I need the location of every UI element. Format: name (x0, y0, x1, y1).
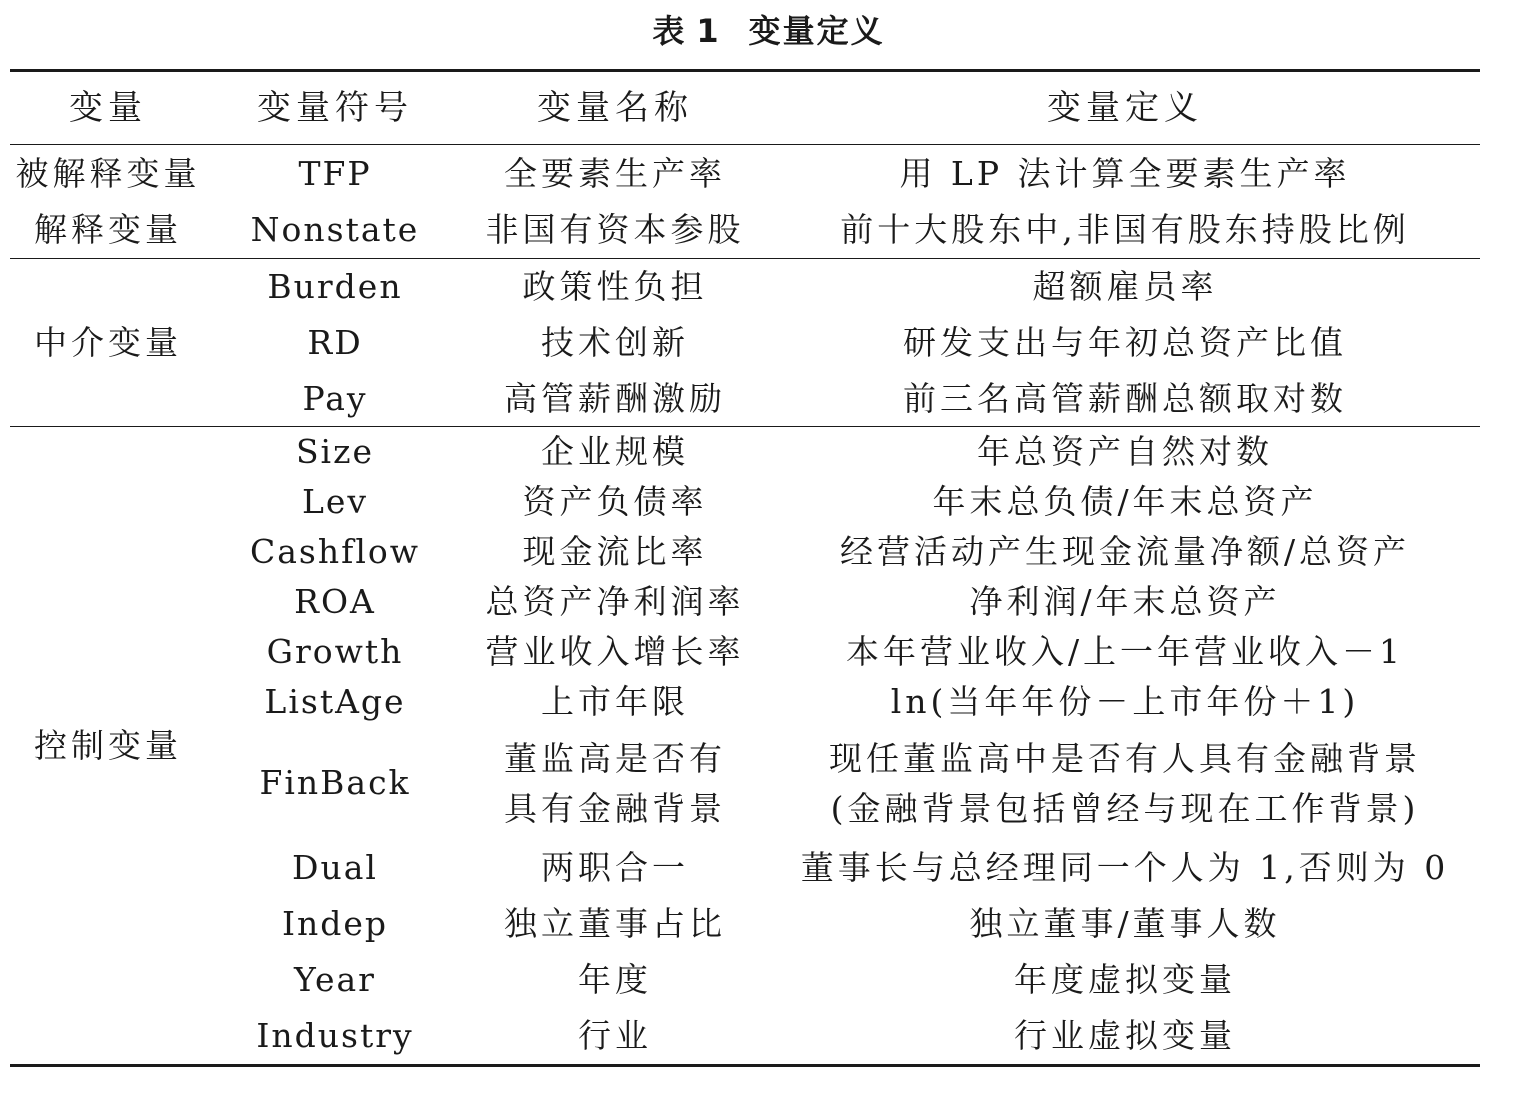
table-cell-name: 企业规模 (541, 432, 689, 471)
table-cell-name: 资产负债率 (522, 482, 708, 521)
table-cell-definition: 用 LP 法计算全要素生产率 (899, 154, 1351, 193)
table-cell-name: 现金流比率 (522, 532, 708, 571)
table-cell-symbol: Growth (266, 632, 404, 671)
table-cell-name (460, 734, 770, 834)
table-cell-symbol: Pay (302, 379, 368, 418)
group-mediator: 中介变量 (34, 323, 182, 362)
table-cell-definition: 前三名高管薪酬总额取对数 (903, 379, 1347, 418)
table-cell-definition: 年总资产自然对数 (977, 432, 1273, 471)
table-cell-symbol: ListAge (264, 682, 406, 721)
table-cell-name: 高管薪酬激励 (504, 379, 726, 418)
table-cell-definition: 董事长与总经理同一个人为 1,否则为 0 (800, 848, 1450, 887)
table-cell-symbol: RD (307, 323, 363, 362)
table-number: 1 (696, 12, 721, 50)
table-cell-name-line: 董监高是否有 (504, 739, 726, 778)
table-cell-name: 独立董事占比 (504, 904, 726, 943)
table-cell-symbol: Dual (292, 848, 378, 887)
table-cell-definition: 本年营业收入/上一年营业收入－1 (845, 632, 1405, 671)
table-label: 表 (652, 12, 687, 50)
table-cell-definition: 研发支出与年初总资产比值 (903, 323, 1347, 362)
table-cell-definition: 超额雇员率 (1032, 267, 1218, 306)
table-cell-definition-line: 现任董监高中是否有人具有金融背景 (829, 739, 1421, 778)
table-cell-name: 营业收入增长率 (485, 632, 745, 671)
group-independent: 解释变量 (34, 210, 182, 249)
table-cell-definition: ln(当年年份－上市年份＋1) (890, 682, 1360, 721)
table-cell-name: 全要素生产率 (504, 154, 726, 193)
header-name: 变量名称 (537, 88, 693, 128)
table-cell-name: 两职合一 (541, 848, 689, 887)
table-cell-symbol: ROA (294, 582, 376, 621)
table-cell-definition: 前十大股东中,非国有股东持股比例 (840, 210, 1410, 249)
table-cell-definition: 经营活动产生现金流量净额/总资产 (839, 532, 1411, 571)
top-rule (10, 69, 1480, 72)
table-cell-name: 总资产净利润率 (485, 582, 745, 621)
table-cell-definition: 年度虚拟变量 (1014, 960, 1236, 999)
table-cell-name: 技术创新 (541, 323, 689, 362)
table-cell-symbol: Lev (301, 482, 369, 521)
table-cell-symbol: Year (294, 960, 376, 999)
table-cell-symbol: TFP (298, 154, 372, 193)
table-cell-symbol: FinBack (259, 763, 411, 802)
table-caption: 变量定义 (748, 12, 885, 50)
header-rule (10, 144, 1480, 145)
table-cell-definition: 年末总负债/年末总资产 (932, 482, 1318, 521)
table-cell-definition-line: (金融背景包括曾经与现在工作背景) (830, 789, 1420, 828)
table-title (0, 6, 1537, 56)
table-cell-name: 非国有资本参股 (485, 210, 745, 249)
table-cell-name: 政策性负担 (522, 267, 708, 306)
table-cell-name-line: 具有金融背景 (504, 789, 726, 828)
table-cell-symbol: Size (295, 432, 375, 471)
header-symbol: 变量符号 (257, 88, 413, 128)
table-cell-symbol: Industry (256, 1016, 414, 1055)
header-variable: 变量 (69, 88, 147, 128)
group-control: 控制变量 (34, 726, 182, 765)
group-dependent: 被解释变量 (15, 154, 201, 193)
table-cell-name: 上市年限 (541, 682, 689, 721)
table-cell-definition: 净利润/年末总资产 (969, 582, 1281, 621)
section-rule-2 (10, 426, 1480, 427)
header-definition: 变量定义 (1047, 88, 1203, 128)
table-cell-name: 行业 (578, 1016, 652, 1055)
section-rule-1 (10, 258, 1480, 259)
table-cell-definition: 行业虚拟变量 (1014, 1016, 1236, 1055)
table-cell-symbol: Burden (267, 267, 403, 306)
table-cell-definition: 独立董事/董事人数 (969, 904, 1281, 943)
bottom-rule (10, 1064, 1480, 1067)
table-cell-definition (770, 734, 1480, 834)
table-cell-symbol: Indep (281, 904, 389, 943)
table-cell-symbol: Nonstate (250, 210, 420, 249)
table-cell-name: 年度 (578, 960, 652, 999)
table-cell-symbol: Cashflow (250, 532, 420, 571)
